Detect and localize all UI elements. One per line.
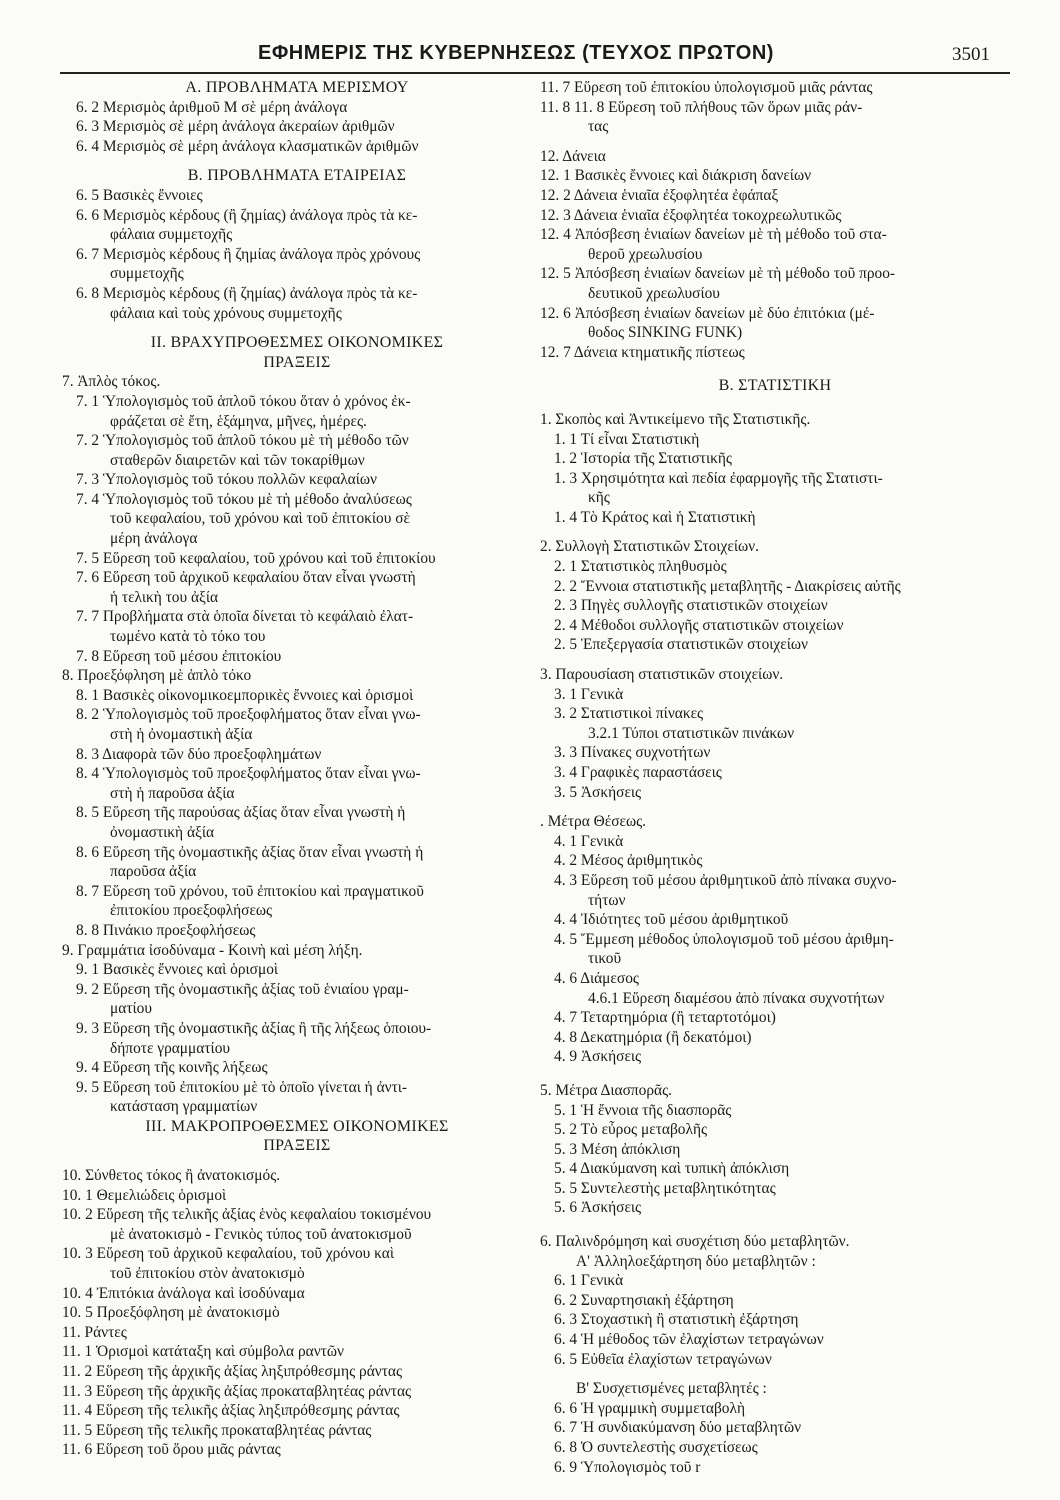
header-rule: [60, 72, 1010, 74]
toc-line: στὴ ἡ παροῦσα ἀξία: [110, 784, 235, 802]
toc-line: 11. 3 Εὕρεση τῆς ἀρχικῆς ἀξίας προκαταβλητέας ράντας: [62, 1382, 412, 1400]
section-heading: ΠΡΑΞΕΙΣ: [263, 353, 331, 371]
toc-line: 11. 4 Εὕρεση τῆς τελικῆς ἀξίας ληξιπρόθεσμης ράντας: [62, 1402, 400, 1420]
toc-line: 7. 7 Προβλήματα στὰ ὁποῖα δίνεται τὸ κεφάλαιὸ ἐλατ-: [76, 608, 414, 626]
toc-line: 6. Παλινδρόμηση καὶ συσχέτιση δύο μεταβλητῶν.: [540, 1233, 850, 1251]
toc-line: 1. 3 Χρησιμότητα καὶ πεδία ἐφαρμογῆς τῆς Στατιστι-: [554, 469, 883, 487]
toc-line: δευτικοῦ χρεωλυσίου: [588, 284, 720, 302]
section-heading: Β. ΣΤΑΤΙΣΤΙΚΗ: [718, 377, 832, 395]
toc-line: 10. 1 Θεμελιώδεις ὁρισμοὶ: [62, 1186, 227, 1204]
toc-line: 12. 4 Ἀπόσβεση ἑνιαίων δανείων μὲ τὴ μέθοδο τοῦ στα-: [540, 226, 887, 244]
toc-line: 6. 7 Ἡ συνδιακύμανση δύο μεταβλητῶν: [554, 1419, 802, 1437]
toc-line: 2. 3 Πηγὲς συλλογῆς στατιστικῶν στοιχείων: [554, 597, 828, 615]
toc-line: 4. 2 Μέσος ἀριθμητικὸς: [554, 852, 703, 870]
toc-line: 10. 2 Εὕρεση τῆς τελικῆς ἀξίας ἑνὸς κεφαλαίου τοκισμένου: [62, 1206, 432, 1224]
toc-line: 12. 2 Δάνεια ἑνιαῖα ἐξοφλητέα ἐφάπαξ: [540, 186, 779, 204]
toc-line: 5. 6 Ἀσκήσεις: [554, 1199, 642, 1217]
section-heading: ΠΡΑΞΕΙΣ: [263, 1137, 331, 1155]
toc-line: 6. 4 Ἡ μέθοδος τῶν ἐλαχίστων τετραγώνων: [554, 1331, 824, 1349]
toc-line: 1. 4 Τὸ Κράτος καὶ ἡ Στατιστικὴ: [554, 508, 756, 526]
toc-line: 3. 5 Ἀσκήσεις: [554, 783, 642, 801]
toc-line: Β' Συσχετισμένες μεταβλητές :: [576, 1380, 767, 1398]
toc-line: σταθερῶν διαιρετῶν καὶ τῶν τοκαρίθμων: [110, 451, 365, 469]
gazette-title: ΕΦΗΜΕΡΙΣ ΤΗΣ ΚΥΒΕΡΝΗΣΕΩΣ (ΤΕΥΧΟΣ ΠΡΩΤΟΝ): [258, 42, 774, 64]
toc-line: 6. 5 Βασικὲς ἔννοιες: [76, 186, 203, 204]
toc-line: 2. 1 Στατιστικὸς πληθυσμὸς: [554, 558, 727, 576]
toc-line: 7. 2 Ὑπολογισμὸς τοῦ ἁπλοῦ τόκου μὲ τὴ μέθοδο τῶν: [76, 432, 409, 450]
toc-line: 3. 4 Γραφικὲς παραστάσεις: [554, 764, 722, 781]
toc-line: 5. 4 Διακύμανση καὶ τυπικὴ ἀπόκλιση: [554, 1160, 790, 1178]
toc-line: φάλαια καὶ τοὺς χρόνους συμμετοχῆς: [110, 304, 342, 322]
toc-line: 5. 5 Συντελεστὴς μεταβλητικότητας: [554, 1179, 776, 1197]
toc-line: 6. 6 Ἡ γραμμικὴ συμμεταβολὴ: [554, 1399, 746, 1417]
toc-line: 2. Συλλογὴ Στατιστικῶν Στοιχείων.: [540, 538, 759, 556]
toc-line: κῆς: [588, 489, 610, 507]
toc-line: Α' Ἀλληλοεξάρτηση δύο μεταβλητῶν :: [576, 1252, 816, 1270]
toc-line: 3. 3 Πίνακες συχνοτήτων: [554, 744, 711, 762]
toc-line: 7. 4 Ὑπολογισμὸς τοῦ τόκου μὲ τὴ μέθοδο ἀναλύσεως: [76, 490, 412, 508]
toc-line: 11. 5 Εὕρεση τῆς τελικῆς προκαταβλητέας ράντας: [62, 1421, 372, 1439]
toc-line: 4. 6 Διάμεσος: [554, 969, 639, 987]
toc-line: 6. 1 Γενικὰ: [554, 1272, 624, 1290]
toc-line: μέρη ἀνάλογα: [110, 530, 198, 548]
toc-line: 8. 3 Διαφορὰ τῶν δύο προεξοφλημάτων: [76, 745, 322, 763]
toc-line: 8. 6 Εὕρεση τῆς ὀνομαστικῆς ἀξίας ὅταν εἶναι γνωστὴ ἡ: [76, 843, 424, 861]
toc-line: ματίου: [110, 1000, 152, 1018]
toc-line: θεροῦ χρεωλυσίου: [588, 245, 703, 263]
toc-line: 10. 4 Ἐπιτόκια ἀνάλογα καὶ ἰσοδύναμα: [62, 1284, 305, 1302]
toc-line: 12. 5 Ἀπόσβεση ἑνιαίων δανείων μὲ τὴ μέθοδο τοῦ προο-: [540, 265, 896, 283]
section-heading: Α. ΠΡΟΒΛΗΜΑΤΑ ΜΕΡΙΣΜΟΥ: [185, 79, 409, 96]
toc-line: τοῦ κεφαλαίου, τοῦ χρόνου καὶ τοῦ ἐπιτοκίου σὲ: [110, 510, 410, 528]
section-heading: II. ΒΡΑΧΥΠΡΟΘΕΣΜΕΣ ΟΙΚΟΝΟΜΙΚΕΣ: [150, 334, 444, 352]
toc-line: 1. 1 Τί εἶναι Στατιστικὴ: [554, 430, 700, 448]
toc-line: 6. 6 Μερισμὸς κέρδους (ἢ ζημίας) ἀνάλογα πρὸς τὰ κε-: [76, 206, 418, 224]
toc-line: τωμένο κατὰ τὸ τόκο του: [110, 628, 266, 646]
toc-line: δήποτε γραμματίου: [110, 1039, 231, 1057]
toc-line: 4. 4 Ἰδιότητες τοῦ μέσου ἀριθμητικοῦ: [554, 911, 789, 929]
left-column: [62, 78, 532, 1460]
toc-line: 6. 3 Στοχαστικὴ ἢ στατιστικὴ ἐξάρτηση: [554, 1311, 799, 1329]
toc-line: 4. 5 Ἔμμεση μέθοδος ὑπολογισμοῦ τοῦ μέσου ἀριθμη-: [554, 930, 894, 948]
toc-line: 6. 8 Μερισμὸς κέρδους (ἢ ζημίας) ἀνάλογα πρὸς τὰ κε-: [76, 284, 418, 302]
toc-line: θοδος SINKING FUNK): [588, 324, 743, 342]
toc-line: 1. 2 Ἱστορία τῆς Στατιστικῆς: [554, 450, 733, 468]
toc-line: 4. 8 Δεκατημόρια (ἢ δεκατόμοι): [554, 1028, 752, 1046]
toc-line: 10. 5 Προεξόφληση μὲ ἀνατοκισμὸ: [62, 1304, 280, 1322]
toc-line: 4. 3 Εὕρεση τοῦ μέσου ἀριθμητικοῦ ἀπὸ πίνακα συχνο-: [554, 871, 897, 889]
toc-line: 5. 1 Ἡ ἔννοια τῆς διασπορᾶς: [554, 1101, 732, 1119]
toc-line: 11. Ράντες: [62, 1323, 127, 1341]
toc-line: 12. 7 Δάνεια κτηματικῆς πίστεως: [540, 343, 745, 361]
toc-line: 4. 7 Τεταρτημόρια (ἢ τεταρτοτόμοι): [554, 1009, 776, 1027]
toc-line: . Μέτρα Θέσεως.: [540, 813, 647, 831]
toc-line: 5. 3 Μέση ἀπόκλιση: [554, 1140, 681, 1158]
toc-line: 7. 1 Ὑπολογισμὸς τοῦ ἁπλοῦ τόκου ὅταν ὁ χρόνος ἐκ-: [76, 392, 411, 410]
toc-line: 4.6.1 Εὕρεση διαμέσου ἀπὸ πίνακα συχνοτήτων: [588, 989, 885, 1007]
toc-line: 9. Γραμμάτια ἰσοδύναμα - Κοινὴ καὶ μέση λήξη.: [62, 941, 363, 959]
toc-line: 10. Σύνθετος τόκος ἢ ἀνατοκισμός.: [62, 1167, 281, 1185]
toc-line: 4. 9 Ἀσκήσεις: [554, 1048, 642, 1066]
toc-line: 12. 1 Βασικὲς ἔννοιες καὶ διάκριση δανείων: [540, 167, 812, 185]
toc-line: 4. 1 Γενικὰ: [554, 832, 624, 850]
toc-line: 12. 6 Ἀπόσβεση ἑνιαίων δανείων μὲ δύο ἐπιτόκια (μέ-: [540, 304, 875, 322]
toc-line: 8. 1 Βασικὲς οἰκονομικοεμπορικὲς ἔννοιες καὶ ὁρισμοὶ: [76, 686, 414, 704]
toc-line: 7. 5 Εὕρεση τοῦ κεφαλαίου, τοῦ χρόνου καὶ τοῦ ἐπιτοκίου: [76, 549, 436, 567]
toc-line: τικοῦ: [588, 950, 622, 968]
toc-line: 7. 8 Εὕρεση τοῦ μέσου ἐπιτοκίου: [76, 647, 282, 665]
toc-line: 9. 2 Εὕρεση τῆς ὀνομαστικῆς ἀξίας τοῦ ἑνιαίου γραμ-: [76, 980, 409, 998]
toc-line: 6. 3 Μερισμὸς σὲ μέρη ἀνάλογα ἀκεραίων ἀριθμῶν: [76, 118, 395, 136]
toc-line: 5. 2 Τὸ εὖρος μεταβολῆς: [554, 1121, 708, 1139]
toc-line: τας: [588, 118, 609, 136]
toc-line: 11. 6 Εὕρεση τοῦ ὅρου μιᾶς ράντας: [62, 1441, 281, 1459]
toc-line: 6. 9 Ὑπολογισμὸς τοῦ r: [554, 1458, 701, 1476]
toc-line: 3. 1 Γενικὰ: [554, 685, 624, 703]
toc-line: 7. 3 Ὑπολογισμὸς τοῦ τόκου πολλῶν κεφαλαίων: [76, 471, 377, 489]
toc-line: στὴ ἡ ὀνομαστικὴ ἀξία: [110, 726, 253, 743]
toc-line: κατάσταση γραμματίων: [110, 1098, 258, 1116]
toc-line: 8. Προεξόφληση μὲ ἁπλὸ τόκο: [62, 667, 252, 685]
toc-line: 6. 2 Μερισμὸς ἀριθμοῦ Μ σὲ μέρη ἀνάλογα: [76, 98, 348, 116]
toc-line: 2. 4 Μέθοδοι συλλογῆς στατιστικῶν στοιχείων: [554, 616, 844, 634]
toc-line: ἡ τελικὴ του ἀξία: [110, 588, 219, 606]
toc-line: 11. 2 Εὕρεση τῆς ἀρχικῆς ἀξίας ληξιπρόθεσμης ράντας: [62, 1363, 403, 1380]
toc-line: 3. Παρουσίαση στατιστικῶν στοιχείων.: [540, 666, 784, 684]
toc-line: 7. 6 Εὕρεση τοῦ ἀρχικοῦ κεφαλαίου ὅταν εἶναι γνωστὴ: [76, 569, 416, 587]
toc-line: 11. 7 Εὕρεση τοῦ ἐπιτοκίου ὑπολογισμοῦ μιᾶς ράντας: [540, 79, 873, 96]
toc-line: φάλαια συμμετοχῆς: [110, 226, 233, 244]
toc-line: 6. 5 Εὐθεῖα ἐλαχίστων τετραγώνων: [554, 1350, 772, 1368]
toc-line: 1. Σκοπὸς καὶ Ἀντικείμενο τῆς Στατιστικῆς.: [540, 410, 811, 428]
toc-line: 8. 4 Ὑπολογισμὸς τοῦ προεξοφλήματος ὅταν εἶναι γνω-: [76, 765, 421, 783]
page-header: [0, 42, 1060, 70]
toc-line: μὲ ἀνατοκισμὸ - Γενικὸς τύπος τοῦ ἀνατοκισμοῦ: [110, 1225, 412, 1243]
toc-line: ὀνομαστικὴ ἀξία: [110, 823, 215, 841]
toc-line: φράζεται σὲ ἔτη, ἑξάμηνα, μῆνες, ἡμέρες.: [110, 412, 367, 430]
toc-line: 8. 7 Εὕρεση τοῦ χρόνου, τοῦ ἐπιτοκίου καὶ πραγματικοῦ: [76, 882, 424, 900]
section-heading: III. ΜΑΚΡΟΠΡΟΘΕΣΜΕΣ ΟΙΚΟΝΟΜΙΚΕΣ: [145, 1117, 449, 1135]
toc-line: 6. 8 Ὁ συντελεστὴς συσχετίσεως: [554, 1439, 758, 1456]
toc-line: 10. 3 Εὕρεση τοῦ ἀρχικοῦ κεφαλαίου, τοῦ χρόνου καὶ: [62, 1245, 394, 1263]
toc-line: 9. 1 Βασικὲς ἔννοιες καὶ ὁρισμοὶ: [76, 961, 279, 979]
toc-line: 8. 5 Εὕρεση τῆς παρούσας ἀξίας ὅταν εἶναι γνωστὴ ἡ: [76, 804, 406, 822]
toc-line: τήτων: [588, 891, 626, 909]
toc-line: 12. 3 Δάνεια ἑνιαῖα ἐξοφλητέα τοκοχρεωλυτικῶς: [540, 206, 842, 224]
toc-line: 6. 4 Μερισμὸς σὲ μέρη ἀνάλογα κλασματικῶν ἀριθμῶν: [76, 137, 419, 155]
page-number: 3501: [952, 44, 990, 65]
toc-line: 8. 2 Ὑπολογισμὸς τοῦ προεξοφλήματος ὅταν εἶναι γνω-: [76, 706, 421, 724]
toc-line: 3.2.1 Τύποι στατιστικῶν πινάκων: [588, 724, 795, 742]
toc-line: 9. 4 Εὕρεση τῆς κοινῆς λήξεως: [76, 1059, 268, 1077]
toc-line: 11. 8 11. 8 Εὕρεση τοῦ πλήθους τῶν ὅρων μιᾶς ράν-: [540, 98, 863, 116]
toc-line: 2. 2 Ἔννοια στατιστικῆς μεταβλητῆς - Διακρίσεις αὐτῆς: [554, 577, 901, 595]
toc-line: 3. 2 Στατιστικοὶ πίνακες: [554, 705, 704, 723]
toc-line: 11. 1 Ὁρισμοὶ κατάταξη καὶ σύμβολα ραντῶν: [62, 1343, 344, 1361]
toc-line: 6. 2 Συναρτησιακὴ ἐξάρτηση: [554, 1291, 734, 1309]
toc-line: 9. 3 Εὕρεση τῆς ὀνομαστικῆς ἀξίας ἢ τῆς λήξεως ὁποιου-: [76, 1019, 432, 1037]
toc-line: 5. Μέτρα Διασπορᾶς.: [540, 1081, 673, 1099]
toc-line: ἐπιτοκίου προεξοφλήσεως: [110, 902, 273, 920]
toc-line: συμμετοχῆς: [110, 265, 184, 283]
toc-line: 8. 8 Πινάκιο προεξοφλήσεως: [76, 921, 256, 939]
toc-line: 9. 5 Εὕρεση τοῦ ἐπιτοκίου μὲ τὸ ὁποῖο γίνεται ἡ ἀντι-: [76, 1078, 408, 1096]
toc-line: τοῦ ἐπιτοκίου στὸν ἀνατοκισμὸ: [110, 1265, 305, 1283]
toc-line: 6. 7 Μερισμὸς κέρδους ἢ ζημίας ἀνάλογα πρὸς χρόνους: [76, 245, 421, 263]
toc-line: 12. Δάνεια: [540, 147, 606, 165]
section-heading: Β. ΠΡΟΒΛΗΜΑΤΑ ΕΤΑΙΡΕΙΑΣ: [187, 167, 407, 185]
toc-line: 7. Ἁπλὸς τόκος.: [62, 373, 161, 391]
toc-line: 2. 5 Ἐπεξεργασία στατιστικῶν στοιχείων: [554, 636, 808, 654]
toc-line: παροῦσα ἀξία: [110, 863, 197, 881]
right-column: [540, 78, 1010, 1477]
